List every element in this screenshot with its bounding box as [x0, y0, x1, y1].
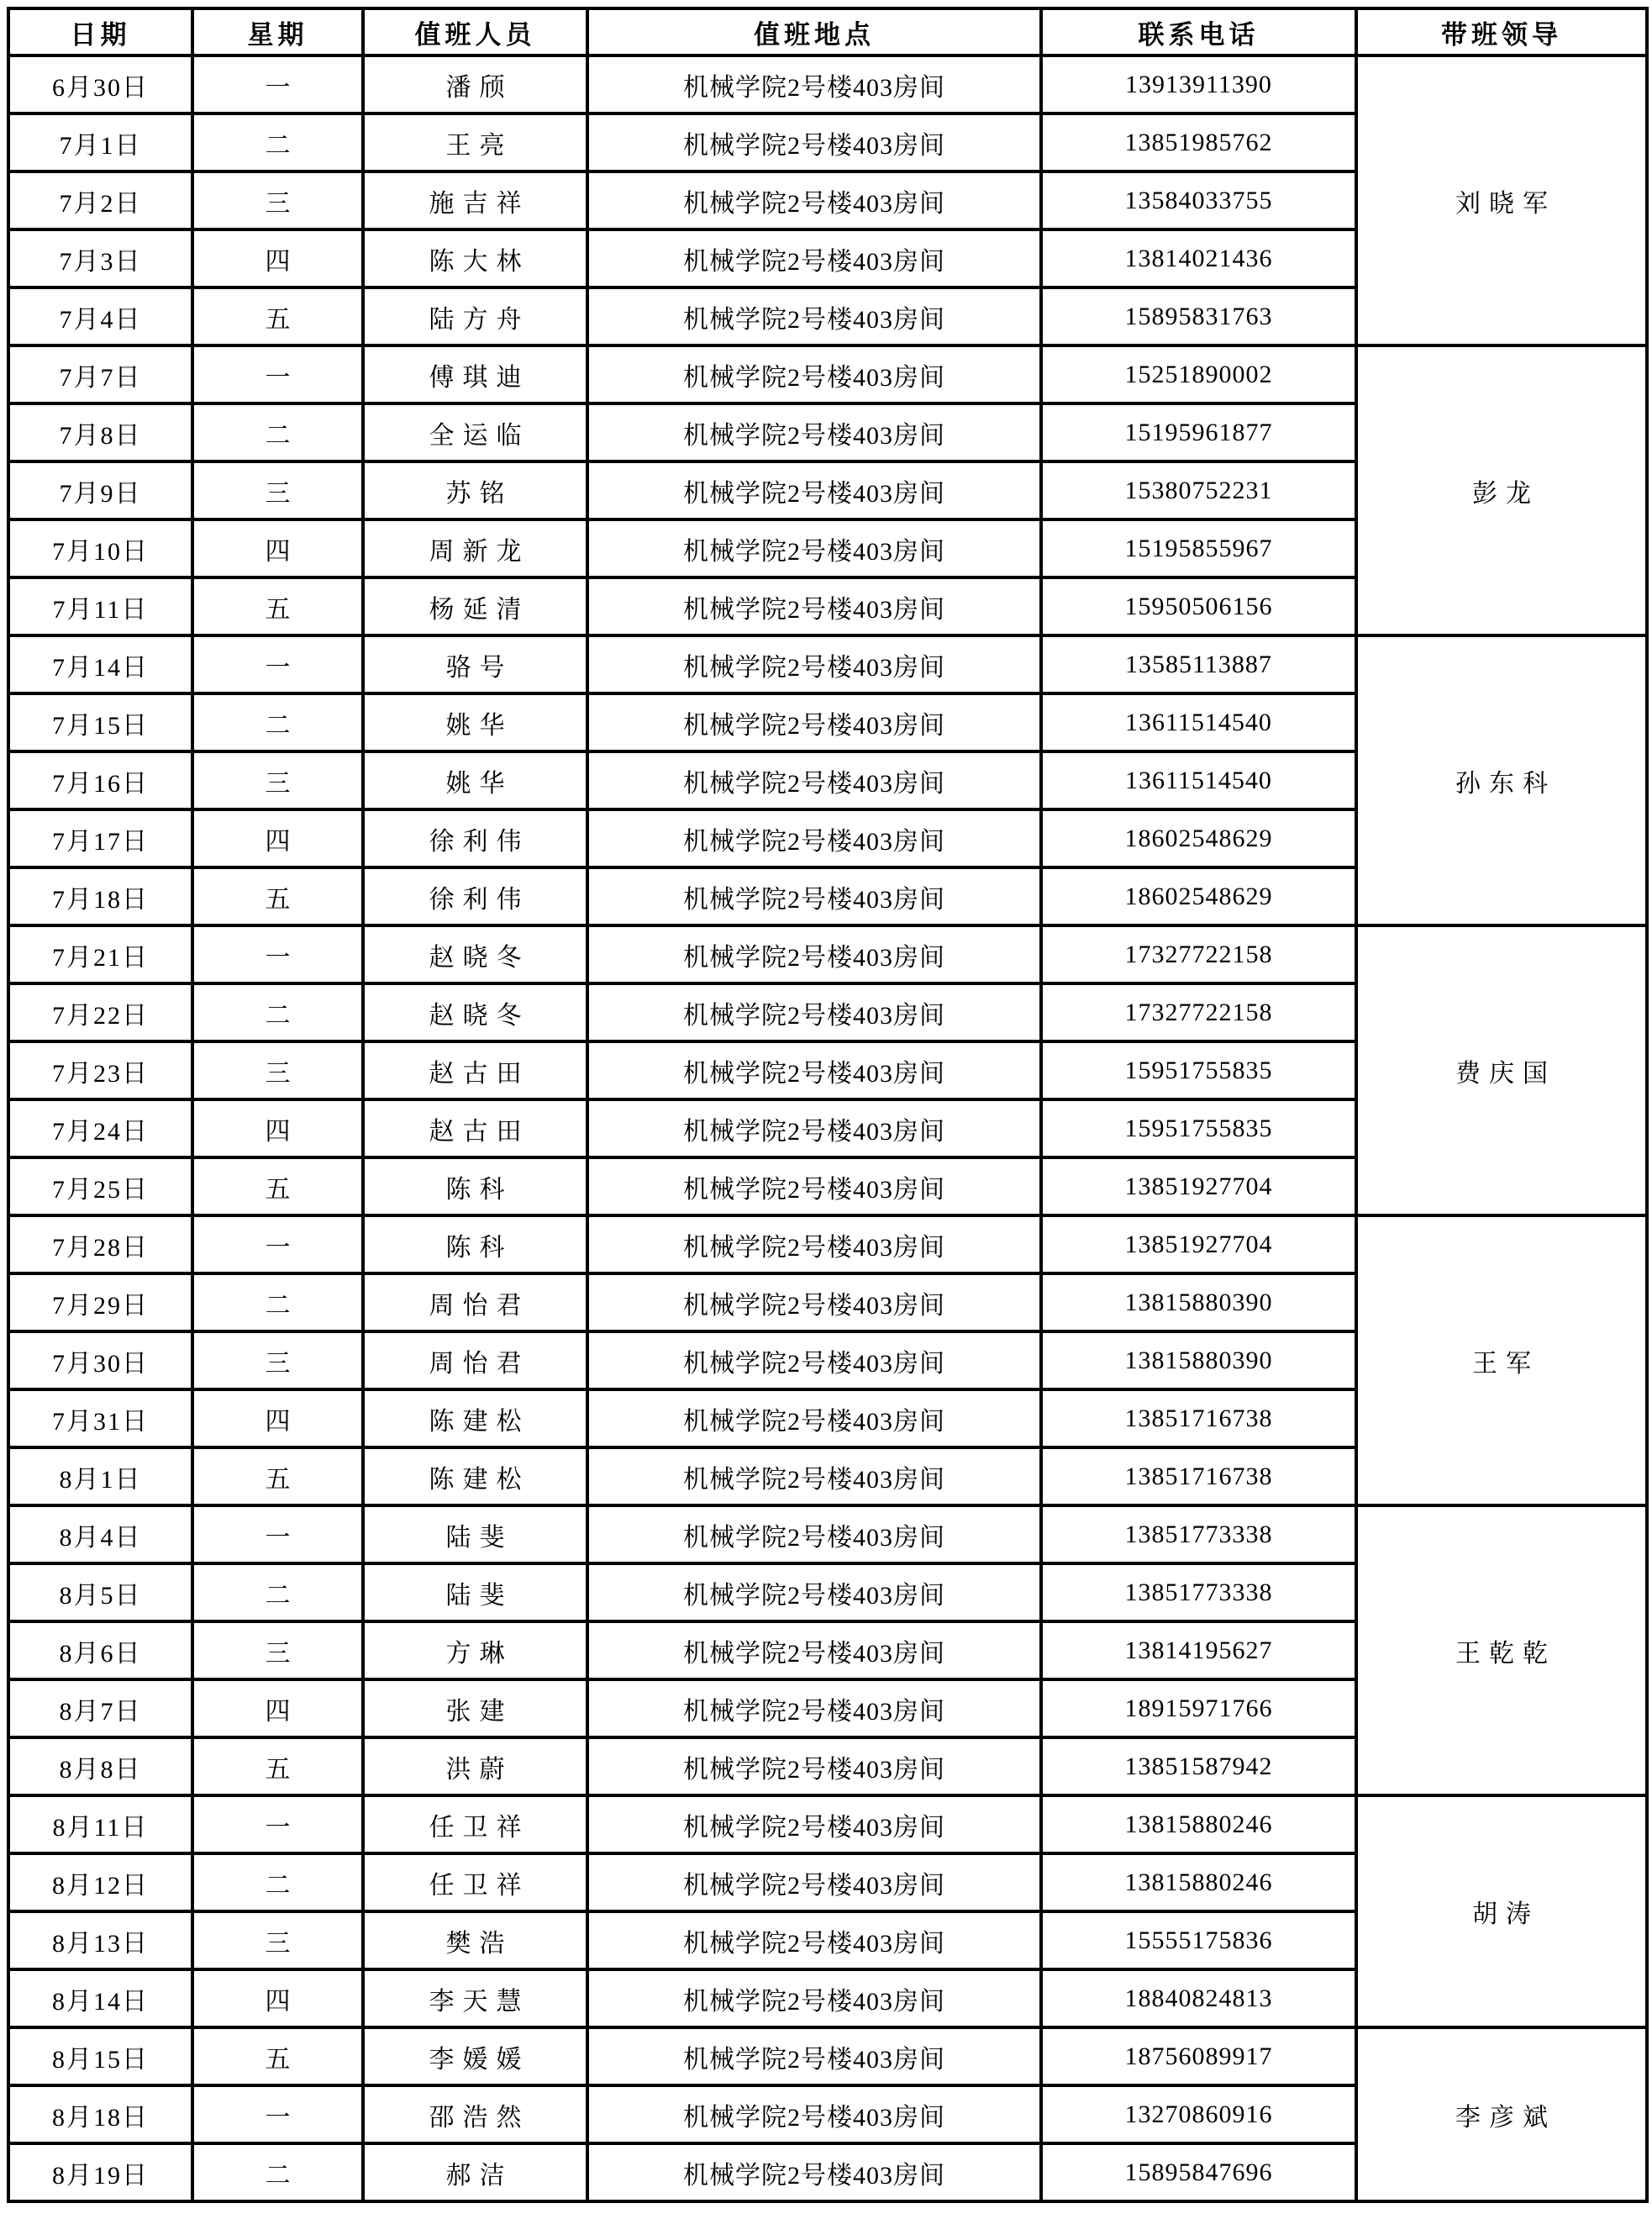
- location-cell: 机械学院2号楼403房间: [587, 519, 1041, 577]
- date-cell: 8月4日: [8, 1505, 192, 1563]
- col-header-date: 日期: [8, 8, 192, 55]
- col-header-weekday: 星期: [192, 8, 363, 55]
- location-cell: 机械学院2号楼403房间: [587, 1505, 1041, 1563]
- person-cell: 赵古田: [363, 1099, 587, 1157]
- weekday-cell: 五: [192, 867, 363, 925]
- phone-cell: 13585113887: [1041, 635, 1356, 693]
- location-cell: 机械学院2号楼403房间: [587, 1563, 1041, 1621]
- phone-cell: 15895847696: [1041, 2143, 1356, 2201]
- phone-cell: 13814195627: [1041, 1621, 1356, 1679]
- table-header-row: [8, 8, 1647, 55]
- phone-cell: 13611514540: [1041, 751, 1356, 809]
- weekday-cell: 五: [192, 1447, 363, 1505]
- location-cell: 机械学院2号楼403房间: [587, 635, 1041, 693]
- person-cell: 王亮: [363, 113, 587, 171]
- location-cell: 机械学院2号楼403房间: [587, 693, 1041, 751]
- weekday-cell: 四: [192, 229, 363, 287]
- person-cell: 陈建松: [363, 1389, 587, 1447]
- phone-cell: 15951755835: [1041, 1099, 1356, 1157]
- date-cell: 7月14日: [8, 635, 192, 693]
- weekday-cell: 五: [192, 1157, 363, 1215]
- location-cell: 机械学院2号楼403房间: [587, 867, 1041, 925]
- col-header-phone: 联系电话: [1041, 8, 1356, 55]
- col-header-location: 值班地点: [587, 8, 1041, 55]
- date-cell: 7月18日: [8, 867, 192, 925]
- date-cell: 7月30日: [8, 1331, 192, 1389]
- weekday-cell: 二: [192, 693, 363, 751]
- weekday-cell: 一: [192, 1215, 363, 1273]
- phone-cell: 13851773338: [1041, 1563, 1356, 1621]
- table-row: [8, 55, 1647, 113]
- date-cell: 7月23日: [8, 1041, 192, 1099]
- weekday-cell: 四: [192, 1969, 363, 2027]
- table-row: [8, 635, 1647, 693]
- date-cell: 7月11日: [8, 577, 192, 635]
- weekday-cell: 二: [192, 403, 363, 461]
- person-cell: 陆斐: [363, 1563, 587, 1621]
- date-cell: 7月7日: [8, 345, 192, 403]
- phone-cell: 13815880390: [1041, 1331, 1356, 1389]
- weekday-cell: 五: [192, 1737, 363, 1795]
- leader-cell: 彭龙: [1356, 345, 1647, 635]
- phone-cell: 17327722158: [1041, 983, 1356, 1041]
- location-cell: 机械学院2号楼403房间: [587, 1679, 1041, 1737]
- leader-cell: 王军: [1356, 1215, 1647, 1505]
- person-cell: 傅琪迪: [363, 345, 587, 403]
- phone-cell: 13851927704: [1041, 1215, 1356, 1273]
- person-cell: 李媛媛: [363, 2027, 587, 2085]
- table-row: [8, 1795, 1647, 1853]
- phone-cell: 15195961877: [1041, 403, 1356, 461]
- weekday-cell: 三: [192, 461, 363, 519]
- location-cell: 机械学院2号楼403房间: [587, 577, 1041, 635]
- leader-cell: 刘晓军: [1356, 55, 1647, 345]
- leader-cell: 孙东科: [1356, 635, 1647, 925]
- person-cell: 周怡君: [363, 1331, 587, 1389]
- duty-schedule-table: [7, 7, 1649, 2203]
- location-cell: 机械学院2号楼403房间: [587, 229, 1041, 287]
- date-cell: 7月31日: [8, 1389, 192, 1447]
- weekday-cell: 二: [192, 1273, 363, 1331]
- person-cell: 陈建松: [363, 1447, 587, 1505]
- phone-cell: 18602548629: [1041, 867, 1356, 925]
- weekday-cell: 一: [192, 925, 363, 983]
- phone-cell: 13270860916: [1041, 2085, 1356, 2143]
- weekday-cell: 一: [192, 55, 363, 113]
- date-cell: 7月2日: [8, 171, 192, 229]
- phone-cell: 15380752231: [1041, 461, 1356, 519]
- table-row: [8, 345, 1647, 403]
- date-cell: 7月29日: [8, 1273, 192, 1331]
- person-cell: 赵古田: [363, 1041, 587, 1099]
- location-cell: 机械学院2号楼403房间: [587, 1853, 1041, 1911]
- date-cell: 7月24日: [8, 1099, 192, 1157]
- location-cell: 机械学院2号楼403房间: [587, 1331, 1041, 1389]
- table-row: [8, 925, 1647, 983]
- location-cell: 机械学院2号楼403房间: [587, 1157, 1041, 1215]
- date-cell: 8月8日: [8, 1737, 192, 1795]
- phone-cell: 17327722158: [1041, 925, 1356, 983]
- date-cell: 8月18日: [8, 2085, 192, 2143]
- location-cell: 机械学院2号楼403房间: [587, 403, 1041, 461]
- weekday-cell: 三: [192, 1331, 363, 1389]
- location-cell: 机械学院2号楼403房间: [587, 345, 1041, 403]
- person-cell: 邵浩然: [363, 2085, 587, 2143]
- date-cell: 7月15日: [8, 693, 192, 751]
- weekday-cell: 五: [192, 577, 363, 635]
- person-cell: 张建: [363, 1679, 587, 1737]
- location-cell: 机械学院2号楼403房间: [587, 751, 1041, 809]
- phone-cell: 15950506156: [1041, 577, 1356, 635]
- person-cell: 樊浩: [363, 1911, 587, 1969]
- phone-cell: 13913911390: [1041, 55, 1356, 113]
- date-cell: 7月16日: [8, 751, 192, 809]
- date-cell: 6月30日: [8, 55, 192, 113]
- weekday-cell: 五: [192, 287, 363, 345]
- location-cell: 机械学院2号楼403房间: [587, 2027, 1041, 2085]
- leader-cell: 费庆国: [1356, 925, 1647, 1215]
- person-cell: 陈科: [363, 1215, 587, 1273]
- person-cell: 施吉祥: [363, 171, 587, 229]
- weekday-cell: 二: [192, 113, 363, 171]
- weekday-cell: 三: [192, 1041, 363, 1099]
- location-cell: 机械学院2号楼403房间: [587, 1737, 1041, 1795]
- person-cell: 全运临: [363, 403, 587, 461]
- location-cell: 机械学院2号楼403房间: [587, 55, 1041, 113]
- date-cell: 8月11日: [8, 1795, 192, 1853]
- weekday-cell: 四: [192, 1389, 363, 1447]
- date-cell: 8月14日: [8, 1969, 192, 2027]
- weekday-cell: 二: [192, 1563, 363, 1621]
- person-cell: 洪蔚: [363, 1737, 587, 1795]
- person-cell: 陆方舟: [363, 287, 587, 345]
- phone-cell: 13611514540: [1041, 693, 1356, 751]
- weekday-cell: 四: [192, 809, 363, 867]
- weekday-cell: 一: [192, 635, 363, 693]
- date-cell: 7月22日: [8, 983, 192, 1041]
- phone-cell: 18756089917: [1041, 2027, 1356, 2085]
- location-cell: 机械学院2号楼403房间: [587, 1795, 1041, 1853]
- weekday-cell: 二: [192, 2143, 363, 2201]
- phone-cell: 15195855967: [1041, 519, 1356, 577]
- person-cell: 赵晓冬: [363, 925, 587, 983]
- date-cell: 7月21日: [8, 925, 192, 983]
- phone-cell: 13851716738: [1041, 1389, 1356, 1447]
- weekday-cell: 三: [192, 171, 363, 229]
- location-cell: 机械学院2号楼403房间: [587, 1621, 1041, 1679]
- date-cell: 8月12日: [8, 1853, 192, 1911]
- location-cell: 机械学院2号楼403房间: [587, 1447, 1041, 1505]
- weekday-cell: 四: [192, 519, 363, 577]
- phone-cell: 15951755835: [1041, 1041, 1356, 1099]
- location-cell: 机械学院2号楼403房间: [587, 809, 1041, 867]
- person-cell: 任卫祥: [363, 1853, 587, 1911]
- date-cell: 8月13日: [8, 1911, 192, 1969]
- person-cell: 徐利伟: [363, 809, 587, 867]
- phone-cell: 18840824813: [1041, 1969, 1356, 2027]
- table-row: [8, 2027, 1647, 2085]
- phone-cell: 13851773338: [1041, 1505, 1356, 1563]
- location-cell: 机械学院2号楼403房间: [587, 983, 1041, 1041]
- phone-cell: 15251890002: [1041, 345, 1356, 403]
- person-cell: 陈科: [363, 1157, 587, 1215]
- date-cell: 7月28日: [8, 1215, 192, 1273]
- weekday-cell: 二: [192, 983, 363, 1041]
- location-cell: 机械学院2号楼403房间: [587, 1389, 1041, 1447]
- weekday-cell: 三: [192, 1621, 363, 1679]
- person-cell: 任卫祥: [363, 1795, 587, 1853]
- location-cell: 机械学院2号楼403房间: [587, 461, 1041, 519]
- date-cell: 7月3日: [8, 229, 192, 287]
- date-cell: 7月4日: [8, 287, 192, 345]
- person-cell: 周新龙: [363, 519, 587, 577]
- location-cell: 机械学院2号楼403房间: [587, 2085, 1041, 2143]
- location-cell: 机械学院2号楼403房间: [587, 2143, 1041, 2201]
- date-cell: 8月5日: [8, 1563, 192, 1621]
- phone-cell: 13815880390: [1041, 1273, 1356, 1331]
- date-cell: 8月15日: [8, 2027, 192, 2085]
- person-cell: 姚华: [363, 751, 587, 809]
- phone-cell: 18602548629: [1041, 809, 1356, 867]
- phone-cell: 13814021436: [1041, 229, 1356, 287]
- weekday-cell: 二: [192, 1853, 363, 1911]
- phone-cell: 13851927704: [1041, 1157, 1356, 1215]
- date-cell: 7月8日: [8, 403, 192, 461]
- person-cell: 李天慧: [363, 1969, 587, 2027]
- table-row: [8, 1505, 1647, 1563]
- date-cell: 8月6日: [8, 1621, 192, 1679]
- person-cell: 陆斐: [363, 1505, 587, 1563]
- weekday-cell: 一: [192, 345, 363, 403]
- weekday-cell: 一: [192, 1795, 363, 1853]
- person-cell: 潘颀: [363, 55, 587, 113]
- phone-cell: 15555175836: [1041, 1911, 1356, 1969]
- person-cell: 周怡君: [363, 1273, 587, 1331]
- person-cell: 郝洁: [363, 2143, 587, 2201]
- phone-cell: 13584033755: [1041, 171, 1356, 229]
- phone-cell: 13851985762: [1041, 113, 1356, 171]
- phone-cell: 13851716738: [1041, 1447, 1356, 1505]
- col-header-leader: 带班领导: [1356, 8, 1647, 55]
- date-cell: 7月17日: [8, 809, 192, 867]
- leader-cell: 王乾乾: [1356, 1505, 1647, 1795]
- location-cell: 机械学院2号楼403房间: [587, 1969, 1041, 2027]
- person-cell: 苏铭: [363, 461, 587, 519]
- table-row: [8, 1215, 1647, 1273]
- location-cell: 机械学院2号楼403房间: [587, 171, 1041, 229]
- phone-cell: 13815880246: [1041, 1795, 1356, 1853]
- date-cell: 8月19日: [8, 2143, 192, 2201]
- phone-cell: 13851587942: [1041, 1737, 1356, 1795]
- phone-cell: 18915971766: [1041, 1679, 1356, 1737]
- date-cell: 7月9日: [8, 461, 192, 519]
- person-cell: 姚华: [363, 693, 587, 751]
- leader-cell: 胡涛: [1356, 1795, 1647, 2027]
- table-body: [8, 55, 1647, 2201]
- location-cell: 机械学院2号楼403房间: [587, 1273, 1041, 1331]
- location-cell: 机械学院2号楼403房间: [587, 1215, 1041, 1273]
- location-cell: 机械学院2号楼403房间: [587, 1099, 1041, 1157]
- weekday-cell: 三: [192, 751, 363, 809]
- date-cell: 7月1日: [8, 113, 192, 171]
- date-cell: 8月7日: [8, 1679, 192, 1737]
- weekday-cell: 一: [192, 1505, 363, 1563]
- location-cell: 机械学院2号楼403房间: [587, 113, 1041, 171]
- leader-cell: 李彦斌: [1356, 2027, 1647, 2201]
- location-cell: 机械学院2号楼403房间: [587, 1041, 1041, 1099]
- date-cell: 8月1日: [8, 1447, 192, 1505]
- location-cell: 机械学院2号楼403房间: [587, 925, 1041, 983]
- date-cell: 7月25日: [8, 1157, 192, 1215]
- phone-cell: 13815880246: [1041, 1853, 1356, 1911]
- weekday-cell: 五: [192, 2027, 363, 2085]
- person-cell: 赵晓冬: [363, 983, 587, 1041]
- person-cell: 陈大林: [363, 229, 587, 287]
- date-cell: 7月10日: [8, 519, 192, 577]
- location-cell: 机械学院2号楼403房间: [587, 1911, 1041, 1969]
- weekday-cell: 四: [192, 1099, 363, 1157]
- location-cell: 机械学院2号楼403房间: [587, 287, 1041, 345]
- phone-cell: 15895831763: [1041, 287, 1356, 345]
- person-cell: 徐利伟: [363, 867, 587, 925]
- person-cell: 方琳: [363, 1621, 587, 1679]
- col-header-person: 值班人员: [363, 8, 587, 55]
- weekday-cell: 四: [192, 1679, 363, 1737]
- weekday-cell: 三: [192, 1911, 363, 1969]
- weekday-cell: 一: [192, 2085, 363, 2143]
- person-cell: 骆号: [363, 635, 587, 693]
- person-cell: 杨延清: [363, 577, 587, 635]
